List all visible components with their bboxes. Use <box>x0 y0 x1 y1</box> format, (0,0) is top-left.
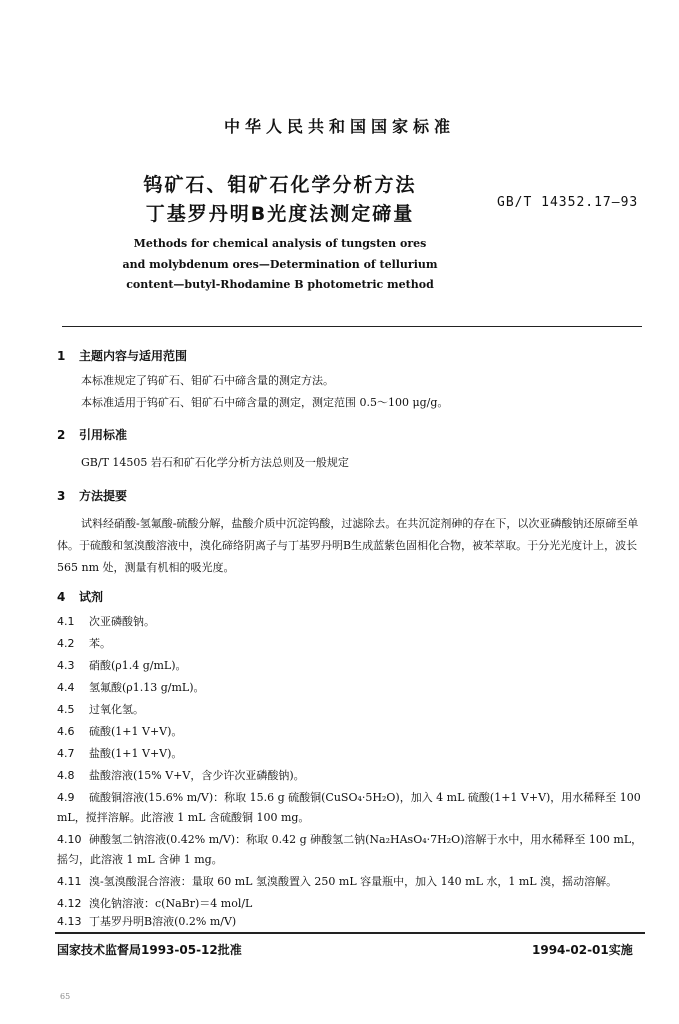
standard-code: GB/T 14352.17—93 <box>497 195 639 210</box>
list-item <box>57 872 647 892</box>
item-number: 4.5 <box>57 703 75 716</box>
list-item <box>57 722 647 742</box>
item-text: 硫酸(1+1 V+V)。 <box>89 725 183 738</box>
item-text: 丁基罗丹明B溶液(0.2% m/V) <box>89 915 237 928</box>
list-item <box>57 788 647 828</box>
list-item <box>57 634 647 654</box>
section-4-heading <box>57 588 103 605</box>
item-number: 4.3 <box>57 659 75 672</box>
item-text: 过氧化氢。 <box>89 703 144 716</box>
section-number: 2 <box>57 428 66 442</box>
item-number: 4.7 <box>57 747 75 760</box>
item-text: 次亚磷酸钠。 <box>89 615 155 628</box>
item-number: 4.2 <box>57 637 75 650</box>
english-title-line1: Methods for chemical analysis of tungsten ores <box>133 237 427 250</box>
document-title-line2: 丁基罗丹明B光度法测定碲量 <box>145 203 415 225</box>
implementation-date: 1994-02-01实施 <box>532 943 633 957</box>
item-number: 4.10 <box>57 833 82 846</box>
header-divider <box>62 326 642 327</box>
section-1-heading <box>57 347 187 364</box>
item-text: 溴-氢溴酸混合溶液：量取 60 mL 氢溴酸置入 250 mL 容量瓶中，加入 140 mL 水，1 mL 溴，摇动溶解。 <box>89 875 618 888</box>
list-item <box>57 766 647 786</box>
item-number: 4.8 <box>57 769 75 782</box>
section-1-paragraph-1: 本标准规定了钨矿石、钼矿石中碲含量的测定方法。 <box>81 374 334 387</box>
item-number: 4.6 <box>57 725 75 738</box>
section-2-heading <box>57 426 127 443</box>
english-title-line3: content—butyl-Rhodamine B photometric method <box>126 278 434 291</box>
list-item <box>57 700 647 720</box>
item-number: 4.1 <box>57 615 75 628</box>
document-title-line1: 钨矿石、钼矿石化学分析方法 <box>143 174 417 196</box>
section-number: 1 <box>57 349 66 363</box>
list-item <box>57 744 647 764</box>
item-text: 硝酸(ρ1.4 g/mL)。 <box>89 659 187 672</box>
list-item <box>57 612 647 632</box>
section-title: 主题内容与适用范围 <box>79 349 188 363</box>
item-text: 盐酸溶液(15% V+V，含少许次亚磷酸钠)。 <box>89 769 305 782</box>
section-title: 引用标准 <box>79 428 128 442</box>
item-number: 4.11 <box>57 875 82 888</box>
list-item <box>57 894 647 914</box>
footer-divider <box>55 932 645 934</box>
english-title-line2: and molybdenum ores—Determination of tellurium <box>122 258 438 271</box>
list-item <box>57 830 647 870</box>
item-text: 苯。 <box>89 637 111 650</box>
item-number: 4.12 <box>57 897 82 910</box>
list-item <box>57 678 647 698</box>
item-text: 氢氟酸(ρ1.13 g/mL)。 <box>89 681 205 694</box>
item-number: 4.4 <box>57 681 75 694</box>
item-text: 溴化钠溶液：c(NaBr)＝4 mol/L <box>89 897 253 910</box>
standard-body-header: 中华人民共和国国家标准 <box>223 117 455 136</box>
section-title: 方法提要 <box>79 489 128 503</box>
page-number: 65 <box>60 992 71 1001</box>
section-3-heading <box>57 487 127 504</box>
section-1-paragraph-2: 本标准适用于钨矿石、钼矿石中碲含量的测定，测定范围 0.5～100 μg/g。 <box>81 396 449 409</box>
item-text: 砷酸氢二钠溶液(0.42% m/V)：称取 0.42 g 砷酸氢二钠(Na₂HAsO₄·7H₂O)溶解于水中，用水稀释至 100 mL，摇匀，此溶液 1 mL 含砷 1 mg。 <box>57 833 643 866</box>
item-number: 4.13 <box>57 915 82 928</box>
section-number: 3 <box>57 489 66 503</box>
approval-date: 国家技术监督局1993-05-12批准 <box>57 943 242 957</box>
list-item <box>57 656 647 676</box>
item-number: 4.9 <box>57 791 75 804</box>
section-2-paragraph-1: GB/T 14505 岩石和矿石化学分析方法总则及一般规定 <box>81 456 349 469</box>
section-3-paragraph-1: 试料经硝酸-氢氟酸-硫酸分解，盐酸介质中沉淀钨酸，过滤除去。在共沉淀剂砷的存在下，以次亚磷酸钠还原碲至单体。于硫酸和氢溴酸溶液中，溴化碲络阴离子与丁基罗丹明B生成蓝紫色固相化合物，被苯萃取。于分光光度计上，波长 565 nm 处，测量有机相的吸光度。 <box>57 517 639 574</box>
item-text: 盐酸(1+1 V+V)。 <box>89 747 183 760</box>
item-text: 硫酸铜溶液(15.6% m/V)：称取 15.6 g 硫酸铜(CuSO₄·5H₂O)，加入 4 mL 硫酸(1+1 V+V)，用水稀释至 100 mL，搅拌溶解。此溶液 1 mL 含硫酸铜 100 mg。 <box>57 791 641 824</box>
section-title: 试剂 <box>79 590 104 604</box>
list-item <box>57 912 647 932</box>
section-number: 4 <box>57 590 66 604</box>
